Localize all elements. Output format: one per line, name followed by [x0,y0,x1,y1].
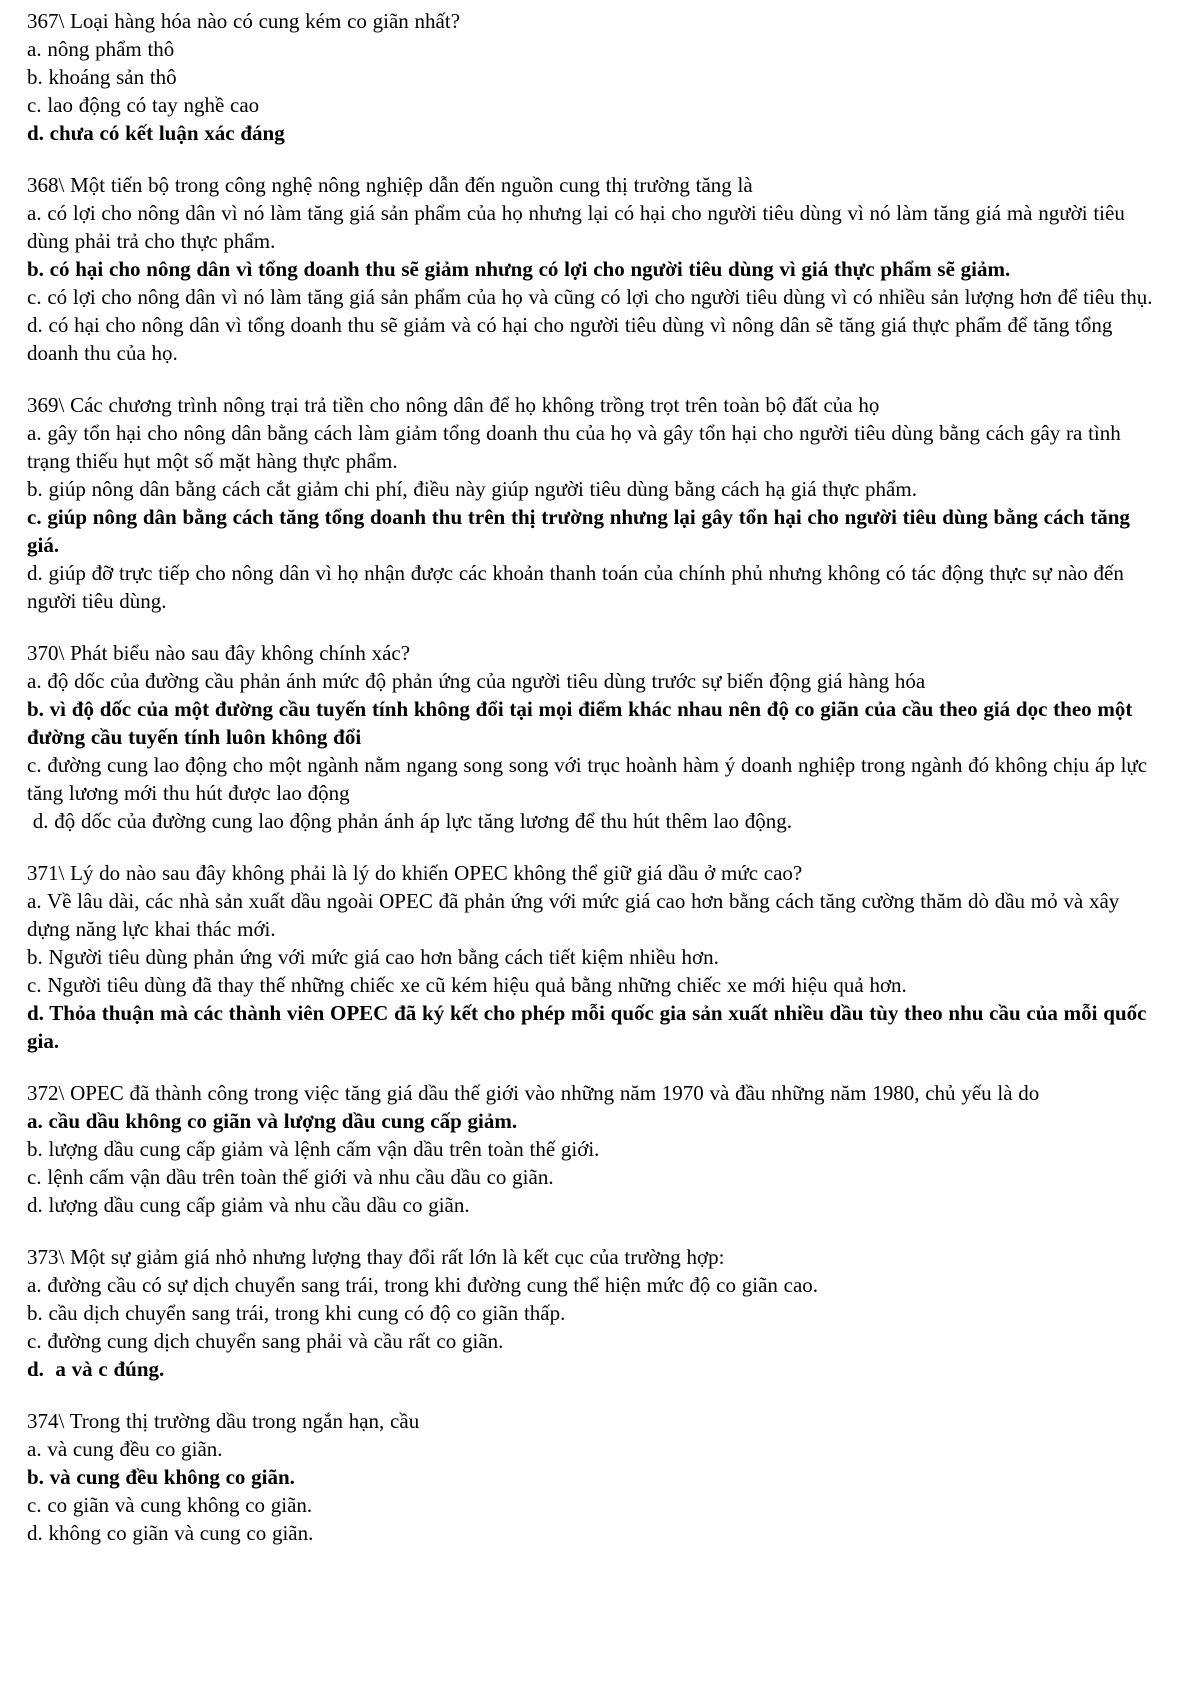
option-a: a. nông phẩm thô [27,37,175,61]
question-369 [27,391,1166,615]
option-b: b. lượng dầu cung cấp giảm và lệnh cấm vận dầu trên toàn thế giới. [27,1137,600,1161]
option-b: b. giúp nông dân bằng cách cắt giảm chi phí, điều này giúp người tiêu dùng bằng cách hạ giá thực phẩm. [27,477,917,501]
option-a: a. và cung đều co giãn. [27,1437,223,1461]
question-371 [27,859,1166,1055]
question-374 [27,1407,1166,1547]
option-c: c. Người tiêu dùng đã thay thế những chiếc xe cũ kém hiệu quả bằng những chiếc xe mới hiệu quả hơn. [27,973,907,997]
option-a: a. đường cầu có sự dịch chuyển sang trái, trong khi đường cung thể hiện mức độ co giãn cao. [27,1273,819,1297]
question-title: 370\ Phát biểu nào sau đây không chính xác? [27,641,411,665]
option-d: d. a và c đúng. [27,1357,165,1381]
option-d: d. không co giãn và cung co giãn. [27,1521,314,1545]
option-b: b. cầu dịch chuyển sang trái, trong khi cung có độ co giãn thấp. [27,1301,566,1325]
question-title: 367\ Loại hàng hóa nào có cung kém co giãn nhất? [27,9,461,33]
option-b: b. khoáng sản thô [27,65,177,89]
option-a: a. độ dốc của đường cầu phản ánh mức độ phản ứng của người tiêu dùng trước sự biến động giá hàng hóa [27,669,926,693]
question-367 [27,7,1166,147]
option-b: b. vì độ dốc của một đường cầu tuyến tính không đổi tại mọi điểm khác nhau nên độ co giãn của cầu theo giá dọc theo một đường cầu tuyến tính luôn không đổi [27,697,1139,749]
question-title: 372\ OPEC đã thành công trong việc tăng giá dầu thế giới vào những năm 1970 và đầu những năm 1980, chủ yếu là do [27,1081,1040,1105]
option-d: d. có hại cho nông dân vì tổng doanh thu sẽ giảm và có hại cho người tiêu dùng vì nông dân sẽ tăng giá thực phẩm để tăng tổng doanh thu của họ. [27,313,1119,365]
question-title: 368\ Một tiến bộ trong công nghệ nông nghiệp dẫn đến nguồn cung thị trường tăng là [27,173,753,197]
option-c: c. lao động có tay nghề cao [27,93,260,117]
option-d: d. lượng dầu cung cấp giảm và nhu cầu dầu co giãn. [27,1193,470,1217]
option-a: a. cầu dầu không co giãn và lượng dầu cung cấp giảm. [27,1109,518,1133]
option-d: d. Thỏa thuận mà các thành viên OPEC đã ký kết cho phép mỗi quốc gia sản xuất nhiều dầu tùy theo nhu cầu của mỗi quốc gia. [27,1001,1153,1053]
option-a: a. có lợi cho nông dân vì nó làm tăng giá sản phẩm của họ nhưng lại có hại cho người tiêu dùng vì nó làm tăng giá mà người tiêu dùng phải trả cho thực phẩm. [27,201,1131,253]
option-c: c. co giãn và cung không co giãn. [27,1493,313,1517]
option-d: d. độ dốc của đường cung lao động phản ánh áp lực tăng lương để thu hút thêm lao động. [27,809,793,833]
option-b: b. Người tiêu dùng phản ứng với mức giá cao hơn bằng cách tiết kiệm nhiều hơn. [27,945,719,969]
option-c: c. có lợi cho nông dân vì nó làm tăng giá sản phẩm của họ và cũng có lợi cho người tiêu dùng vì có nhiều sản lượng hơn để tiêu thụ. [27,285,1153,309]
question-title: 371\ Lý do nào sau đây không phải là lý do khiến OPEC không thể giữ giá dầu ở mức cao? [27,861,803,885]
question-title: 373\ Một sự giảm giá nhỏ nhưng lượng thay đổi rất lớn là kết cục của trường hợp: [27,1245,725,1269]
option-b: b. và cung đều không co giãn. [27,1465,295,1489]
question-368 [27,171,1166,367]
option-a: a. Về lâu dài, các nhà sản xuất dầu ngoài OPEC đã phản ứng với mức giá cao hơn bằng cách tăng cường thăm dò dầu mỏ và xây dựng năng lực khai thác mới. [27,889,1126,941]
question-370 [27,639,1166,835]
option-c: c. giúp nông dân bằng cách tăng tổng doanh thu trên thị trường nhưng lại gây tổn hại cho người tiêu dùng bằng cách tăng giá. [27,505,1136,557]
question-title: 369\ Các chương trình nông trại trả tiền cho nông dân để họ không trồng trọt trên toàn bộ đất của họ [27,393,880,417]
question-373 [27,1243,1166,1383]
option-a: a. gây tổn hại cho nông dân bằng cách làm giảm tổng doanh thu của họ và gây tổn hại cho người tiêu dùng bằng cách gây ra tình trạng thiếu hụt một số mặt hàng thực phẩm. [27,421,1127,473]
question-372 [27,1079,1166,1219]
question-title: 374\ Trong thị trường dầu trong ngắn hạn, cầu [27,1409,420,1433]
option-c: c. đường cung lao động cho một ngành nằm ngang song song với trục hoành hàm ý doanh nghiệp trong ngành đó không chịu áp lực tăng lương mới thu hút được lao động [27,753,1153,805]
option-c: c. đường cung dịch chuyển sang phải và cầu rất co giãn. [27,1329,504,1353]
option-b: b. có hại cho nông dân vì tổng doanh thu sẽ giảm nhưng có lợi cho người tiêu dùng vì giá thực phẩm sẽ giảm. [27,257,1011,281]
option-d: d. chưa có kết luận xác đáng [27,121,285,145]
option-c: c. lệnh cấm vận dầu trên toàn thế giới và nhu cầu dầu co giãn. [27,1165,554,1189]
option-d: d. giúp đỡ trực tiếp cho nông dân vì họ nhận được các khoản thanh toán của chính phủ nhưng không có tác động thực sự nào đến người tiêu dùng. [27,561,1130,613]
